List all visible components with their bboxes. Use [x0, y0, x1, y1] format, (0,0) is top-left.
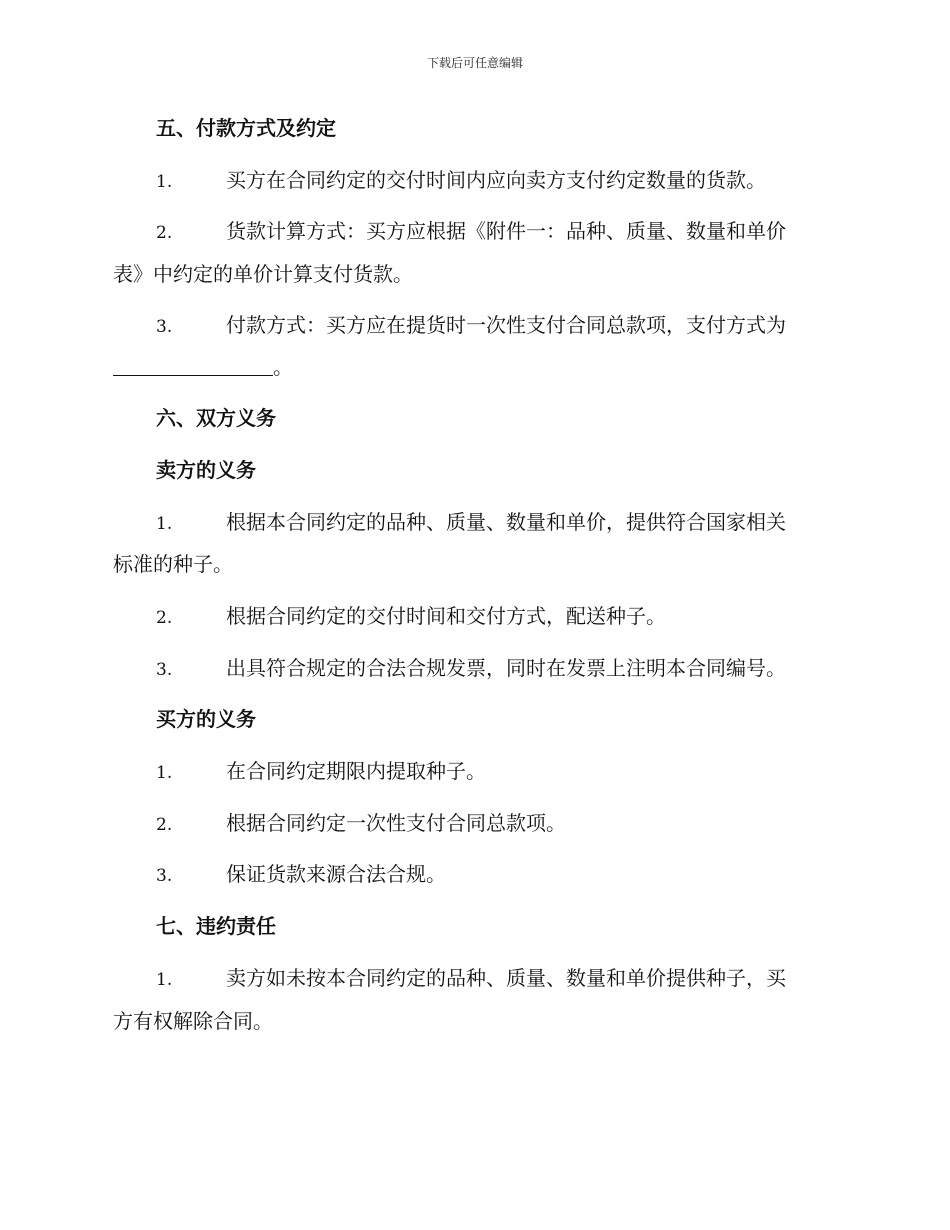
- buyer-item-2: [156, 811, 836, 837]
- page-header: 下载后可任意编辑: [426, 56, 523, 70]
- item-text: 出具符合规定的合法合规发票，同时在发票上注明本合同编号。: [226, 656, 786, 680]
- item-text: 根据合同约定的交付时间和交付方式，配送种子。: [226, 604, 666, 628]
- item-text: 买方在合同约定的交付时间内应向卖方支付约定数量的货款。: [226, 168, 766, 192]
- item-number: 3.: [156, 660, 173, 680]
- period-mark: 。: [273, 355, 293, 379]
- section-5-item-2-continuation: 表》中约定的单价计算支付货款。: [113, 262, 413, 286]
- fill-in-blank: [113, 355, 273, 376]
- section-5-item-3-continuation: [113, 355, 293, 379]
- buyer-item-1: [156, 759, 836, 785]
- item-text: 付款方式：买方应在提货时一次性支付合同总款项，支付方式为: [226, 313, 786, 337]
- seller-item-1: [156, 510, 836, 536]
- section-5-item-1: [156, 168, 836, 194]
- item-number: 2.: [156, 608, 173, 628]
- seller-obligations-title: 卖方的义务: [156, 458, 256, 482]
- seller-item-3: [156, 656, 836, 682]
- item-text: 保证货款来源合法合规。: [226, 862, 446, 886]
- section-5-title: 五、付款方式及约定: [156, 116, 336, 140]
- item-number: 2.: [156, 815, 173, 835]
- item-number: 1.: [156, 514, 173, 534]
- item-text: 货款计算方式：买方应根据《附件一：品种、质量、数量和单价: [226, 219, 786, 243]
- buyer-item-3: [156, 862, 836, 888]
- section-6-title: 六、双方义务: [156, 406, 276, 430]
- item-number: 2.: [156, 223, 173, 243]
- item-text: 在合同约定期限内提取种子。: [226, 759, 486, 783]
- item-number: 3.: [156, 866, 173, 886]
- section-7-title: 七、违约责任: [156, 914, 276, 938]
- section-7-item-1: [156, 966, 836, 992]
- item-text: 卖方如未按本合同约定的品种、质量、数量和单价提供种子，买: [226, 966, 786, 990]
- item-number: 1.: [156, 970, 173, 990]
- seller-item-1-continuation: 标准的种子。: [113, 552, 233, 576]
- section-5-item-2: [156, 219, 836, 245]
- buyer-obligations-title: 买方的义务: [156, 707, 256, 731]
- seller-item-2: [156, 604, 836, 630]
- item-number: 1.: [156, 172, 173, 192]
- section-7-item-1-continuation: 方有权解除合同。: [113, 1009, 273, 1033]
- section-5-item-3: [156, 313, 836, 339]
- item-text: 根据合同约定一次性支付合同总款项。: [226, 811, 566, 835]
- item-number: 3.: [156, 317, 173, 337]
- item-text: 根据本合同约定的品种、质量、数量和单价，提供符合国家相关: [226, 510, 786, 534]
- item-number: 1.: [156, 763, 173, 783]
